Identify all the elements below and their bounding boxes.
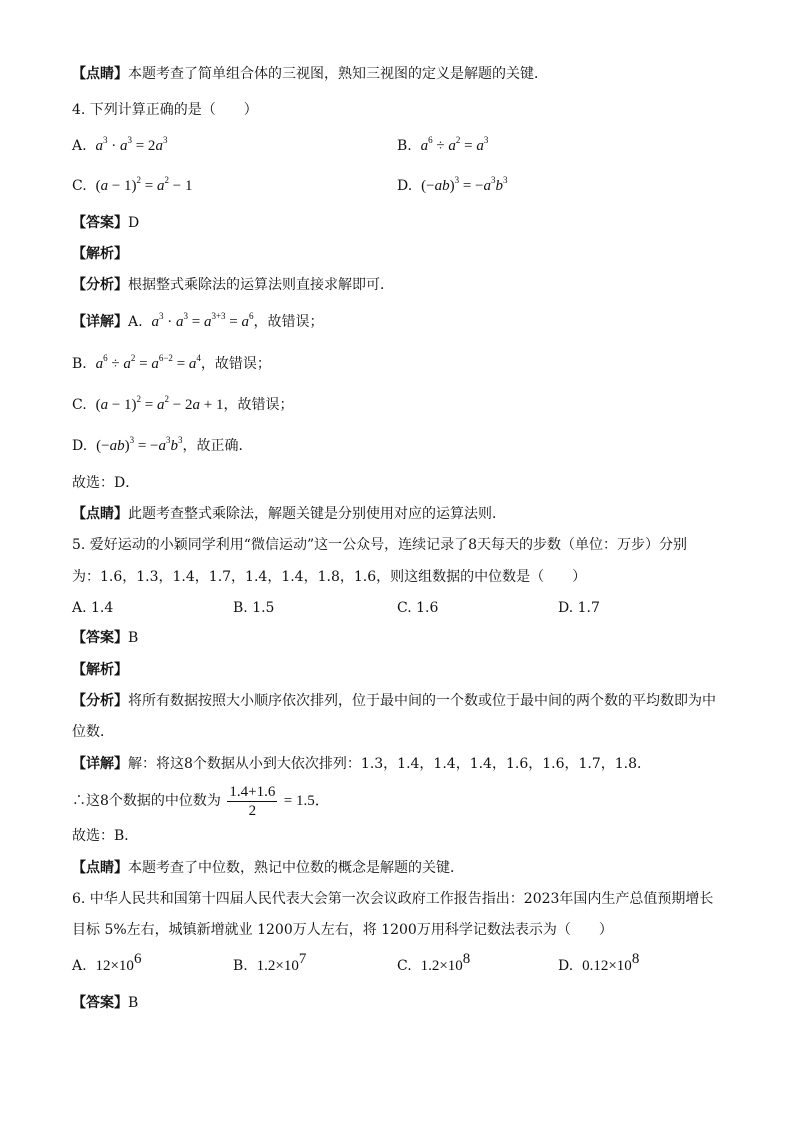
q4-option-a: A. $a^3 \cdot a^3 = 2a^3$ [72,135,168,154]
q5-choose: 故选：B． [72,828,139,844]
q4-choose: 故选：D． [72,475,140,491]
q4-option-d: D. $(-ab)^3 = -a^3b^3$ [397,175,508,194]
q5-stem-line2: 为：1.6，1.3，1.4，1.7，1.4，1.4，1.8，1.6，则这组数据的中位数是（ ） [72,569,587,585]
q5-detail-median: ∴这8个数据的中位数为 $\frac{1.4+1.6}{2}$ = 1.5． [72,783,330,819]
q6-stem-line2: 目标 5%左右，城镇新增就业 1200万人左右，将 1200万用科学记数法表示为（ ） [72,922,613,938]
q6-option-b: B. $1.2\times 10^7$ [233,951,307,974]
q4-remark: 【点睛】此题考查整式乘除法，解题关键是分别使用对应的运算法则． [72,506,506,522]
q4-option-b: B. $a^6 \div a^2 = a^3$ [397,135,489,154]
remark-label: 【点睛】 [72,66,128,82]
q4-detail-a: 【详解】A. $a^3 \cdot a^3 = a^{3+3} = a^6$，故错误； [72,311,324,330]
q5-remark: 【点睛】本题考查了中位数，熟记中位数的概念是解题的关键． [72,860,464,876]
q4-detail-b: B. $a^6 \div a^2 = a^{6-2} = a^4$，故错误； [72,353,271,372]
q5-answer: 【答案】B [72,630,139,646]
q6-answer: 【答案】B [72,995,139,1011]
median-fraction: $\frac{1.4+1.6}{2}$ [229,783,276,819]
q4-jiexi-label: 【解析】 [72,246,128,262]
q5-detail-sorted: 【详解】解：将这8个数据从小到大依次排列：1.3，1.4，1.4，1.4，1.6，1.6，1.7，1.8． [72,756,652,772]
q6-stem-line1: 6. 中华人民共和国第十四届人民代表大会第一次会议政府工作报告指出：2023年国内生产总值预期增长 [72,891,714,907]
q4-option-c: C. $(a - 1)^2 = a^2 - 1$ [72,175,193,194]
q5-option-a: A. 1.4 [72,600,114,616]
q5-option-b: B. 1.5 [233,600,275,616]
q5-analysis-line1: 【分析】将所有数据按照大小顺序依次排列，位于最中间的一个数或位于最中间的两个数的平均数即为中 [72,693,716,709]
top-remark [72,64,548,84]
q4-answer: 【答案】D [72,215,140,231]
q5-jiexi-label: 【解析】 [72,662,128,678]
q5-option-c: C. 1.6 [397,600,439,616]
q5-option-d: D. 1.7 [558,600,600,616]
q4-stem: 4. 下列计算正确的是（ ） [72,102,258,118]
remark-text: 本题考查了简单组合体的三视图，熟知三视图的定义是解题的关键． [128,66,548,82]
q6-option-a: A. $12\times 10^6$ [72,951,142,974]
q4-detail-d: D. $(-ab)^3 = -a^3b^3$，故正确． [72,435,253,454]
q5-analysis-line2: 位数． [72,724,114,740]
q4-analysis: 【分析】根据整式乘除法的运算法则直接求解即可． [72,277,394,293]
q4-detail-c: C. $(a - 1)^2 = a^2 - 2a + 1$，故错误； [72,394,294,413]
q6-option-c: C. $1.2\times 10^8$ [397,951,471,974]
q5-stem-line1: 5. 爱好运动的小颖同学利用“微信运动”这一公众号，连续记录了8天每天的步数（单位：万步）分别 [72,537,688,553]
q6-option-d: D. $0.12\times 10^8$ [558,951,640,974]
